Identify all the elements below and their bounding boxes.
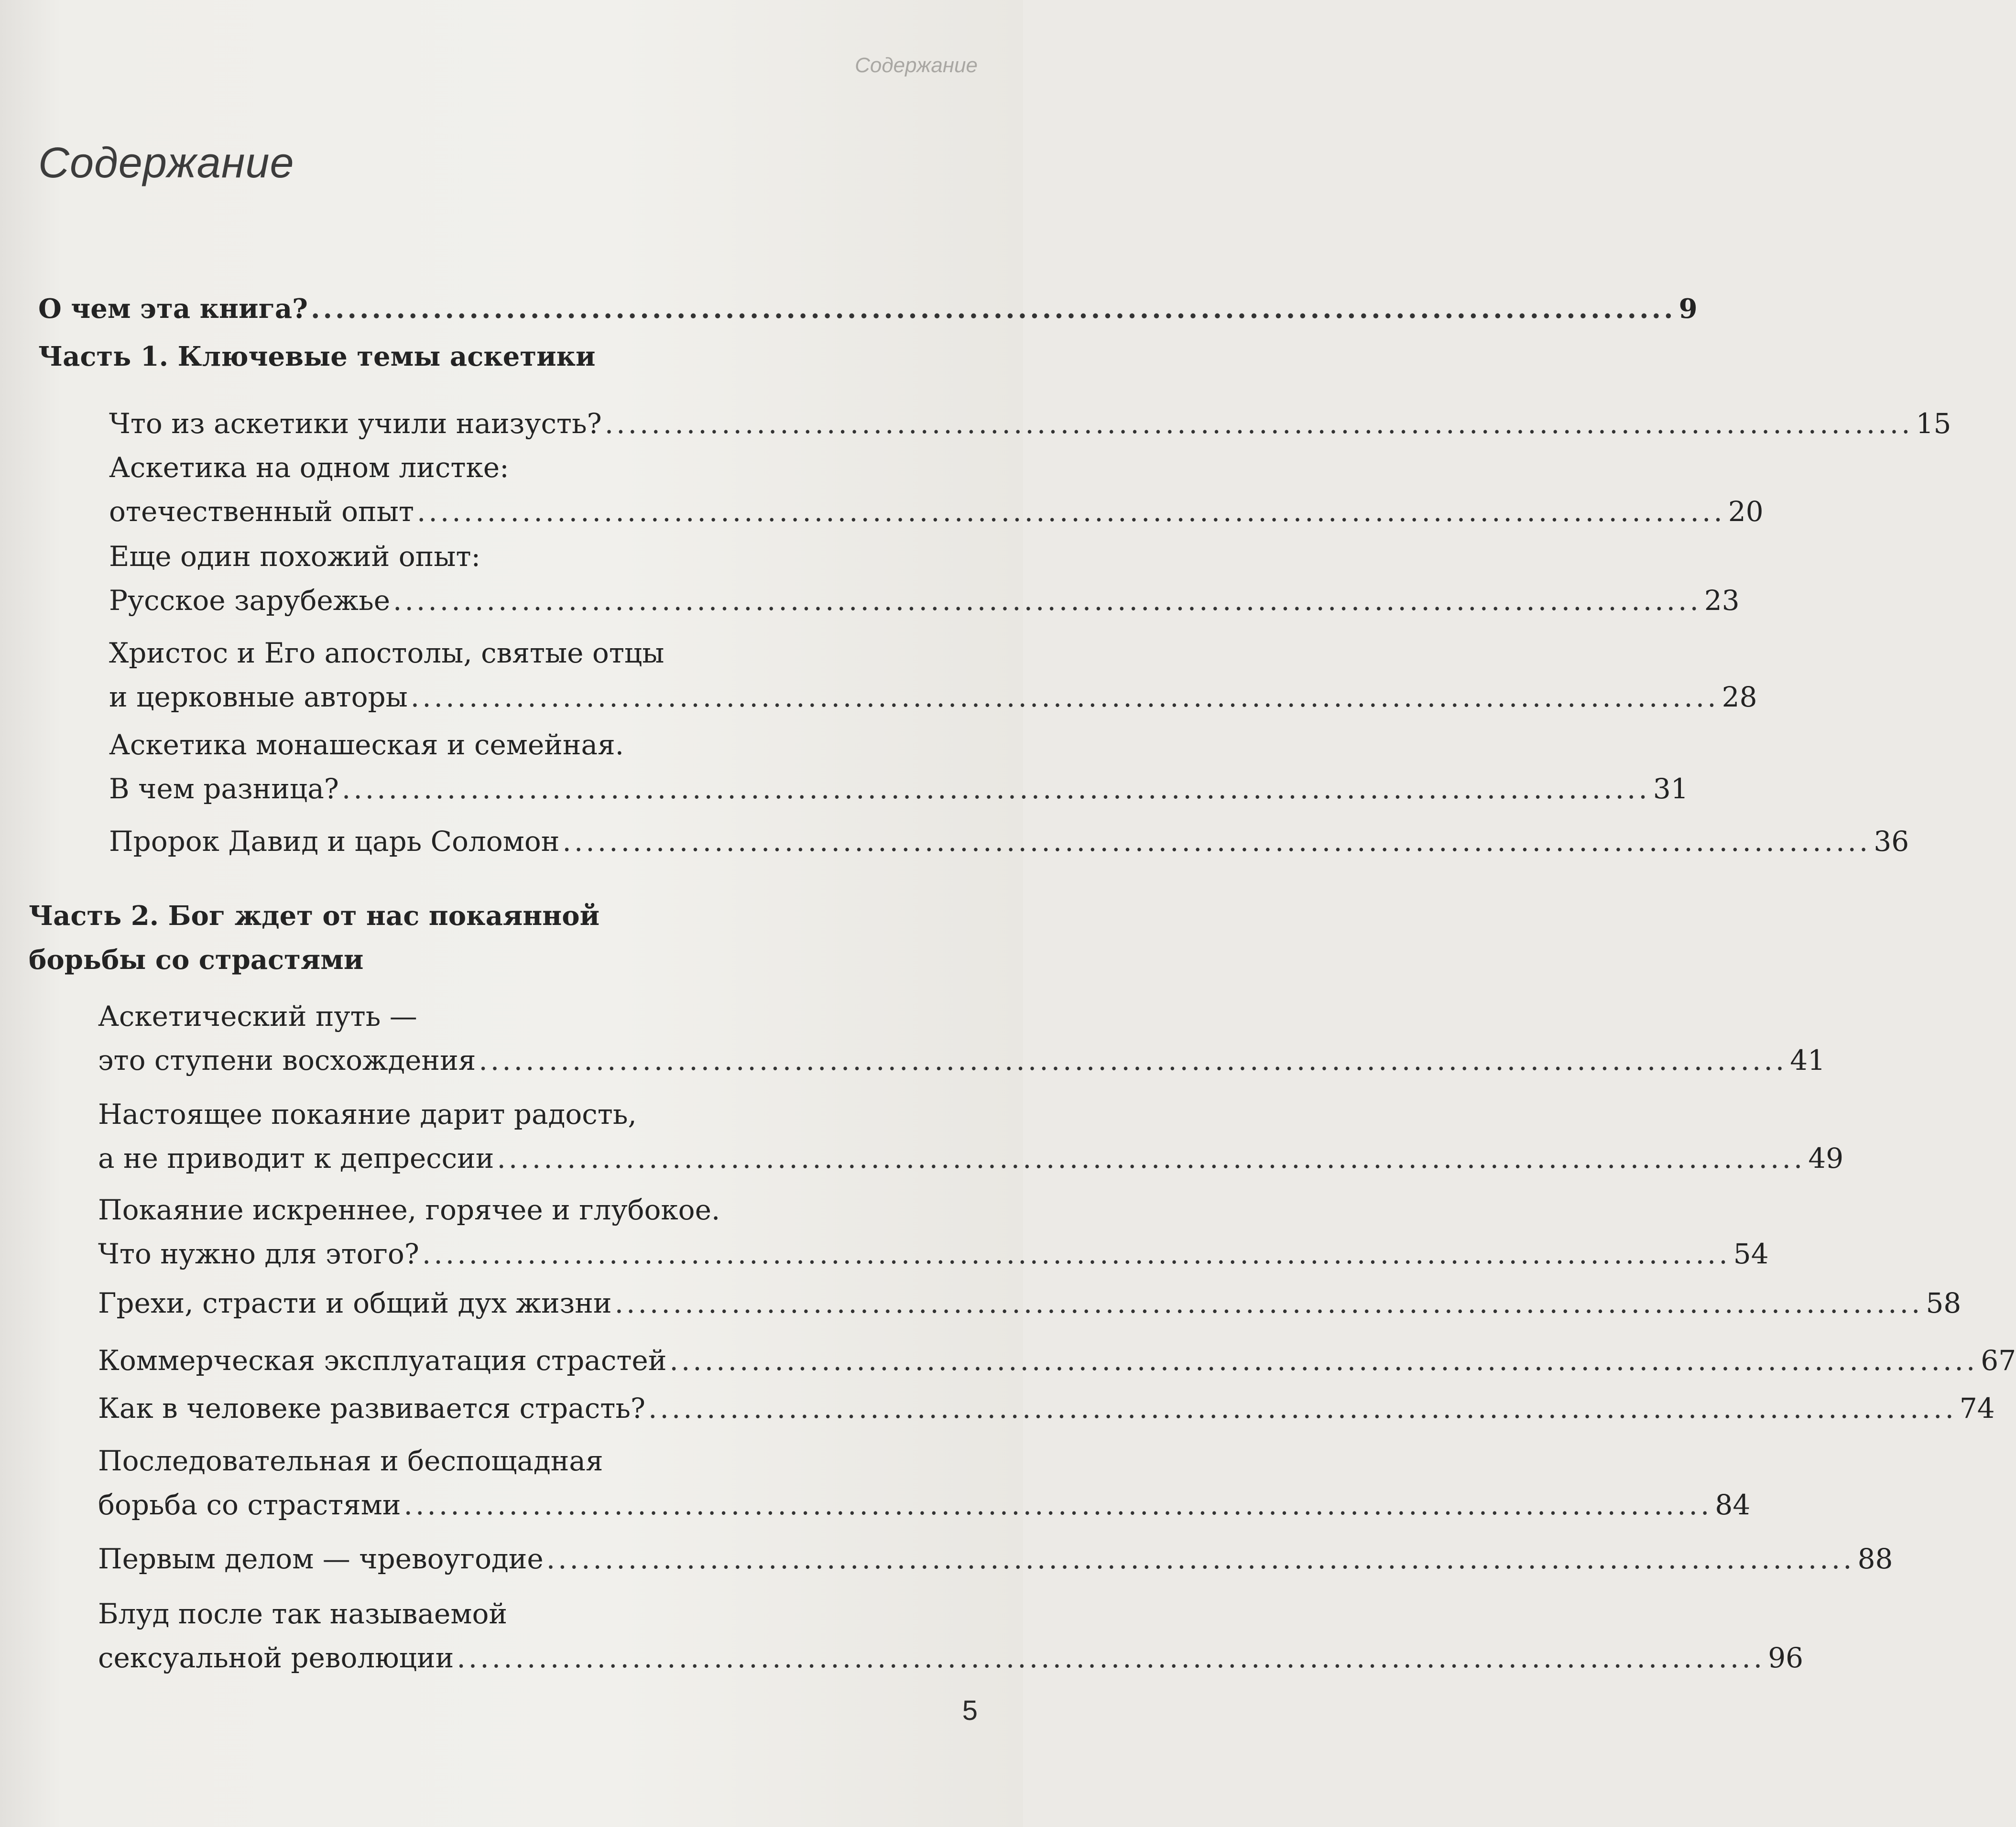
toc-entry-line: Покаяние искреннее, горячее и глубокое. [98,1194,720,1226]
running-head: Содержание [855,54,978,77]
leader-dots: ................................................................................................................ [648,1392,1957,1425]
toc-page-number: 20 [1728,495,1764,528]
toc-entry-title: Пророк Давид и царь Соломон [109,825,560,858]
leader-dots: ................................................................................................................ [311,293,1676,325]
leader-dots: ................................................................................................................ [410,681,1719,713]
toc-entry [109,631,1757,719]
toc-entry [98,1188,1769,1276]
toc-entry-line: Аскетический путь — [98,1000,417,1033]
toc-page-number: 58 [1926,1287,1962,1319]
part-2-heading-line: Часть 2. Бог ждет от нас покаянной [29,900,600,932]
toc-page-number: 54 [1733,1238,1769,1270]
toc-entry-line: Аскетика на одном листке: [109,451,509,484]
toc-entry-intro [38,287,1698,331]
toc-page-number: 84 [1715,1489,1751,1521]
toc-page-number: 28 [1722,681,1757,713]
toc-entry [109,402,1951,446]
leader-dots: ................................................................................................................ [341,772,1650,805]
toc-entry [98,1592,1804,1680]
toc-entry-line: Блуд после так называемой [98,1598,508,1630]
leader-dots: ................................................................................................................ [604,407,1913,440]
leader-dots: ................................................................................................................ [457,1642,1765,1674]
toc-page-number: 88 [1857,1543,1893,1575]
leader-dots: ................................................................................................................ [497,1142,1806,1174]
toc-entry [98,994,1826,1082]
toc-page-number: 41 [1790,1044,1826,1077]
toc-entry [98,1281,1962,1325]
part-2-heading [29,894,599,982]
toc-entry-line: Христос и Его апостолы, святые отцы [109,637,665,669]
toc-entry [109,819,1909,863]
toc-entry-title: а не приводит к депрессии [98,1142,494,1174]
toc-entry-title: Первым делом — чревоугодие [98,1543,544,1575]
leader-dots: ................................................................................................................ [393,584,1701,617]
part-2-heading-line: борьбы со страстями [29,944,364,976]
toc-page-number: 36 [1874,825,1909,858]
toc-entry [109,723,1689,811]
toc-entry-title: Как в человеке развивается страсть? [98,1392,645,1425]
toc-entry [98,1338,2016,1382]
toc-entry-title: О чем эта книга? [38,293,308,325]
toc-entry-title: Русское зарубежье [109,584,391,617]
toc-entry [98,1092,1844,1180]
toc-page-number: 15 [1916,407,1951,440]
leader-dots: ................................................................................................................ [416,495,1725,528]
leader-dots: ................................................................................................................ [546,1543,1855,1575]
leader-dots: ................................................................................................................ [422,1238,1731,1270]
toc-entry-title: и церковные авторы [109,681,408,713]
leader-dots: ................................................................................................................ [562,825,1871,858]
leader-dots: ................................................................................................................ [403,1489,1712,1521]
toc-entry [109,446,1764,533]
page-title: Содержание [38,139,294,187]
toc-entry-line: Аскетика монашеская и семейная. [109,729,624,761]
toc-entry-line: Настоящее покаяние дарит радость, [98,1098,637,1131]
toc-entry-line: Последовательная и беспощадная [98,1445,603,1477]
leader-dots: ................................................................................................................ [479,1044,1787,1077]
toc-entry-title: это ступени восхождения [98,1044,476,1077]
toc-entry-title: Коммерческая эксплуатация страстей [98,1344,667,1377]
toc-entry-title: Что нужно для этого? [98,1238,419,1270]
toc-entry [98,1386,1995,1430]
toc-page-number: 23 [1704,584,1740,617]
toc-entry [109,534,1740,622]
toc-entry [98,1537,1893,1581]
toc-entry-title: борьба со страстями [98,1489,401,1521]
part-1-heading: Часть 1. Ключевые темы аскетики [38,341,596,372]
toc-entry [98,1439,1751,1527]
toc-entry-title: Что из аскетики учили наизусть? [109,407,602,440]
toc-page-number: 49 [1808,1142,1844,1174]
leader-dots: ................................................................................................................ [669,1344,1978,1377]
toc-page-number: 96 [1768,1642,1804,1674]
toc-page-number: 74 [1959,1392,1995,1425]
toc-entry-title: В чем разница? [109,772,339,805]
toc-entry-line: Еще один похожий опыт: [109,540,481,573]
toc-entry-title: сексуальной революции [98,1642,454,1674]
toc-page-number: 67 [1981,1344,2016,1377]
leader-dots: ................................................................................................................ [614,1287,1923,1319]
page-number: 5 [962,1695,978,1726]
toc-page-number: 31 [1653,772,1689,805]
toc-page-number: 9 [1678,293,1698,325]
toc-entry-title: Грехи, страсти и общий дух жизни [98,1287,612,1319]
toc-entry-title: отечественный опыт [109,495,414,528]
